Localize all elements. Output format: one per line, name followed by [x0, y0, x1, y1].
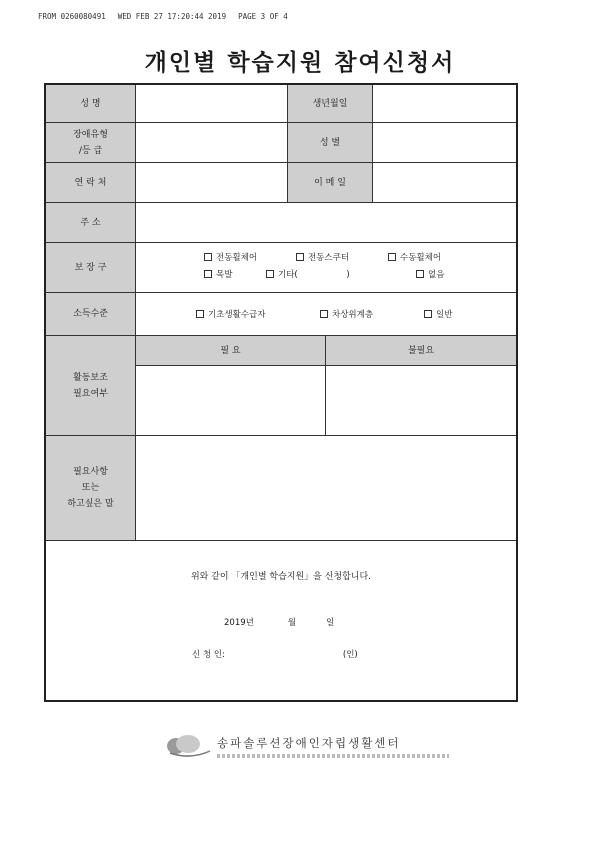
label-name: [46, 85, 135, 122]
option-power-wheelchair[interactable]: [204, 251, 257, 263]
label-income-level-text: 소득수준: [73, 309, 108, 319]
fax-header: [38, 10, 478, 24]
label-gender-text: 성 별: [319, 137, 341, 148]
label-contact: [46, 163, 135, 202]
option-near-poverty[interactable]: [320, 308, 373, 320]
required-field[interactable]: [136, 366, 325, 435]
label-income-level: [46, 293, 135, 335]
checkbox[interactable]: [204, 270, 212, 278]
fax-page: PAGE 3 OF 4: [238, 12, 288, 21]
date-line: [224, 616, 334, 628]
option-basic-livelihood[interactable]: [196, 308, 265, 320]
checkbox[interactable]: [266, 270, 274, 278]
address-field[interactable]: [136, 203, 516, 242]
option-other[interactable]: [266, 268, 350, 280]
option-label: 기초생활수급자: [208, 310, 266, 320]
option-label: 전동스쿠터: [308, 253, 350, 263]
name-field[interactable]: [136, 85, 287, 122]
label-activity-support-line2: 필요여부: [73, 388, 108, 399]
applicant-seal: (인): [342, 650, 358, 660]
organization-subtitle: [217, 754, 449, 758]
label-assistive-device: [46, 243, 135, 292]
row-divider: [46, 540, 516, 541]
label-gender: [288, 123, 372, 162]
checkbox[interactable]: [204, 253, 212, 261]
label-email-text: 이 메 일: [314, 177, 346, 188]
fax-date: WED FEB 27 17:20:44 2019: [117, 12, 227, 21]
disability-field[interactable]: [136, 123, 287, 162]
label-needs-line3: 하고싶은 말: [67, 499, 114, 509]
gender-field[interactable]: [373, 123, 516, 162]
option-manual-wheelchair[interactable]: [388, 251, 441, 263]
page-title: 개인별 학습지원 참여신청서: [144, 50, 456, 76]
checkbox[interactable]: [320, 310, 328, 318]
birthdate-field[interactable]: [373, 85, 516, 122]
checkbox[interactable]: [416, 270, 424, 278]
header-required: [136, 336, 325, 365]
label-address-text: 주 소: [80, 217, 101, 228]
label-contact-text: 연 락 처: [74, 177, 107, 188]
application-statement: 위와 같이 「개인별 학습지원」을 신청합니다.: [190, 572, 372, 582]
date-month: 월: [287, 618, 297, 628]
header-not-required: [326, 336, 516, 365]
option-label: 차상위계층: [332, 310, 374, 320]
label-name-text: 성 명: [80, 98, 101, 109]
option-label: 없음: [428, 270, 445, 280]
option-label: 일반: [436, 310, 453, 320]
header-not-required-text: 불필요: [407, 345, 435, 356]
not-required-field[interactable]: [326, 366, 516, 435]
fax-from: FROM 0260080491: [38, 12, 106, 21]
label-disability: [46, 123, 135, 162]
organization-name: 송파솔루션장애인자립생활센터: [217, 736, 401, 750]
option-none[interactable]: [416, 268, 444, 280]
option-crutches[interactable]: [204, 268, 232, 280]
option-label: 기타( ): [278, 270, 350, 280]
contact-field[interactable]: [136, 163, 287, 202]
application-form: [44, 83, 518, 702]
label-needs-line2: 또는: [81, 483, 100, 493]
date-day: 일: [326, 618, 335, 628]
checkbox[interactable]: [296, 253, 304, 261]
option-label: 전동휠체어: [216, 253, 258, 263]
label-activity-support: [46, 336, 135, 435]
organization-logo: [166, 733, 214, 759]
label-activity-support-line1: 활동보조: [73, 372, 108, 383]
date-year: 2019년: [224, 618, 254, 628]
label-needs-line1: 필요사항: [73, 467, 108, 477]
label-birthdate-text: 생년월일: [312, 98, 348, 109]
label-address: [46, 203, 135, 242]
option-general[interactable]: [424, 308, 452, 320]
applicant-line: [192, 648, 358, 660]
header-required-text: 필 요: [220, 345, 241, 356]
label-assistive-device-text: 보 장 구: [74, 262, 107, 273]
option-power-scooter[interactable]: [296, 251, 349, 263]
checkbox[interactable]: [424, 310, 432, 318]
label-email: [288, 163, 372, 202]
checkbox[interactable]: [196, 310, 204, 318]
applicant-label: 신 청 인:: [192, 650, 225, 660]
label-disability-line2: /등 급: [78, 145, 103, 156]
logo-circle-right: [176, 735, 200, 753]
email-field[interactable]: [373, 163, 516, 202]
needs-field[interactable]: [136, 436, 516, 540]
label-needs: [46, 436, 135, 540]
checkbox[interactable]: [388, 253, 396, 261]
label-disability-line1: 장애유형: [73, 129, 108, 140]
label-birthdate: [288, 85, 372, 122]
option-label: 목발: [216, 270, 233, 280]
option-label: 수동휠체어: [400, 253, 442, 263]
